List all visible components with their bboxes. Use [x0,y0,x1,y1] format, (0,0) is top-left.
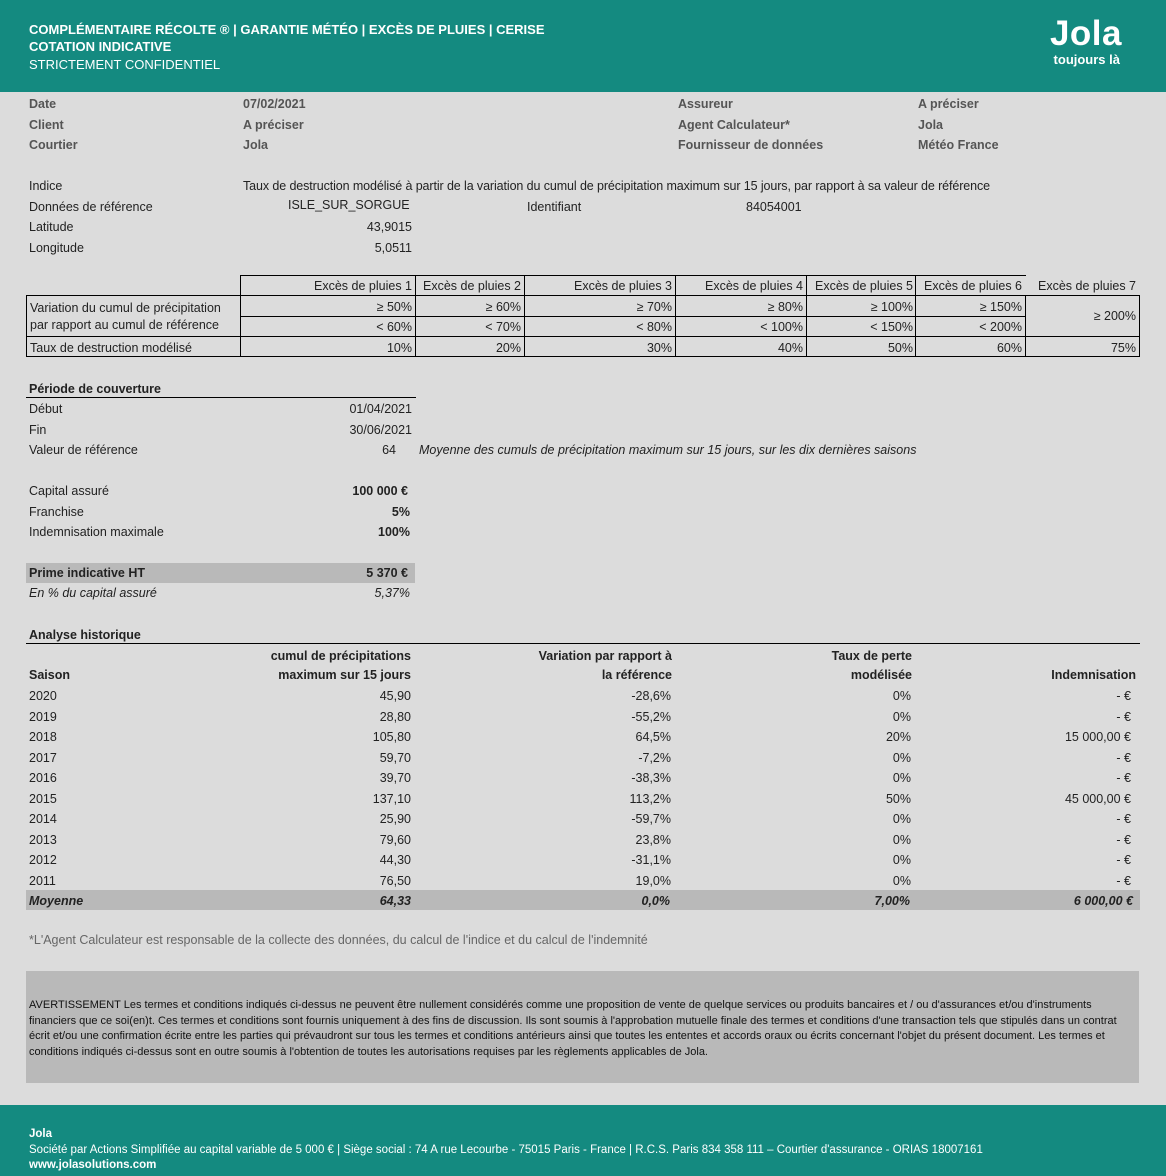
reference-note: Moyenne des cumuls de précipitation maximum sur 15 jours, sur les dix dernières saisons [419,443,917,457]
upper-bound-5: < 150% [870,320,913,334]
history-cell-cumul: 44,30 [379,853,411,867]
history-cell-variation: 19,0% [635,873,671,888]
lower-bound-4: ≥ 80% [767,300,803,314]
history-cell-saison: 2019 [29,709,57,724]
taux-2: 20% [495,341,521,355]
history-cell-variation: -59,7% [631,812,671,826]
history-cell-indemn: 15 000,00 € [1064,730,1131,744]
history-cell-cumul: 28,80 [379,709,411,724]
excess-header-1: Excès de pluies 1 [314,279,412,293]
mean-variation: 0,0% [641,894,670,908]
footer-website-link[interactable]: www.jolasolutions.com [29,1159,157,1171]
upper-bound-3: < 80% [636,320,672,334]
taux-1: 10% [386,341,412,355]
taux-5: 50% [887,341,913,355]
history-cell-taux: 0% [892,709,911,724]
history-cell-indemn: - € [1116,689,1131,703]
mean-cumul: 64,33 [379,894,411,908]
client-label: Client [29,118,64,132]
history-cell-taux: 0% [892,689,911,703]
col-variation-line1: Variation par rapport à [538,649,672,663]
lower-bound-1: ≥ 50% [376,300,412,314]
excess-header-2: Excès de pluies 2 [423,279,521,293]
upper-bound-4: < 100% [760,320,803,334]
history-cell-saison: 2013 [29,832,57,847]
capital-value: 100 000 € [352,484,408,498]
history-cell-cumul: 105,80 [372,730,411,744]
franchise-value: 5% [391,505,410,519]
taux-label: Taux de destruction modélisé [30,341,192,355]
taux-6: 60% [996,341,1022,355]
col-cumul-line1: cumul de précipitations [270,649,411,663]
donnees-label: Données de référence [29,200,153,214]
mean-label: Moyenne [29,894,84,908]
date-label: Date [29,97,57,111]
agent-label: Agent Calculateur* [678,118,790,132]
history-cell-variation: -38,3% [631,771,671,785]
courtier-value: Jola [243,138,269,152]
indice-label: Indice [29,179,63,193]
history-cell-variation: -55,2% [631,709,671,724]
variation-label-line1: Variation du cumul de précipitation [30,301,221,315]
identifiant-label: Identifiant [527,200,582,214]
footer-details: Société par Actions Simplifiée au capital variable de 5 000 € | Siège social : 74 A rue Lecourbe - 75015 Paris - France | R.C.S. Paris 834 358 111 – Courtier d'assurance - ORIAS 18007161 [29,1144,983,1156]
courtier-label: Courtier [29,138,78,152]
reference-value: 64 [382,443,396,457]
history-cell-indemn: - € [1116,771,1131,785]
history-cell-taux: 0% [892,832,911,847]
mean-taux: 7,00% [874,894,910,908]
excess-header-6: Excès de pluies 6 [924,279,1022,293]
history-cell-variation: 23,8% [635,832,671,847]
lower-bound-3: ≥ 70% [636,300,672,314]
indemnisation-max-value: 100% [378,525,410,539]
lower-bound-5: ≥ 100% [870,300,913,314]
history-cell-indemn: - € [1116,853,1131,867]
history-cell-saison: 2011 [29,873,56,888]
last-range: ≥ 200% [1093,309,1136,323]
history-cell-variation: -31,1% [631,853,671,867]
longitude-label: Longitude [29,241,84,255]
col-variation-line2: la référence [601,668,672,682]
history-cell-saison: 2016 [29,771,57,785]
reference-label: Valeur de référence [29,443,138,457]
excess-header-4: Excès de pluies 4 [705,279,803,293]
upper-bound-1: < 60% [376,320,412,334]
latitude-label: Latitude [29,220,74,234]
history-cell-saison: 2012 [29,853,57,867]
franchise-label: Franchise [29,505,84,519]
lower-bound-2: ≥ 60% [485,300,521,314]
history-cell-variation: -28,6% [631,689,671,703]
taux-3: 30% [646,341,672,355]
col-cumul-line2: maximum sur 15 jours [278,668,411,682]
longitude-value: 5,0511 [374,241,412,255]
history-cell-cumul: 79,60 [379,832,411,847]
history-cell-taux: 0% [892,750,911,765]
history-cell-taux: 0% [892,812,911,826]
debut-value: 01/04/2021 [349,402,412,416]
jola-tagline: toujours là [1053,52,1120,67]
donnees-value: ISLE_SUR_SORGUE [288,198,410,212]
warning-box: AVERTISSEMENT Les termes et conditions indiqués ci-dessus ne peuvent être nullement considérés comme une proposition de vente de quelque services ou produits bancaires et / ou d'assurances et/ou d'instruments financiers que ce soi(en)t. Ces termes et conditions sont fournis uniquement à des fins de discussion. Ils sont soumis à l'approbation mutuelle finale des termes et conditions d'une transaction tels que stipulés dans un contrat écrit et/ou une confirmation écrite entre les parties qui prévaudront sur tous les termes et conditions antérieurs ainsi que toutes les ententes et accords oraux ou écrits concernant l'objet du présent document. Les termes et conditions indiqués ci-dessus sont en outre soumis à l'obtention de toutes les autorisations requises par les règlements applicables de Jola. [26,971,1139,1083]
fin-label: Fin [29,423,47,437]
history-cell-cumul: 76,50 [379,873,411,888]
history-cell-saison: 2015 [29,791,57,806]
prime-label: Prime indicative HT [29,566,146,580]
jola-logo: Jola [1049,14,1122,53]
history-cell-variation: 113,2% [629,791,671,806]
history-cell-indemn: - € [1116,750,1131,765]
confidential-label: STRICTEMENT CONFIDENTIEL [29,57,221,72]
indice-value: Taux de destruction modélisé à partir de la variation du cumul de précipitation maximum sur 15 jours, par rapport à sa valeur de référence [243,179,991,193]
history-cell-cumul: 59,70 [379,750,411,765]
lower-bound-6: ≥ 150% [979,300,1022,314]
history-cell-saison: 2020 [29,689,57,703]
assureur-label: Assureur [678,97,733,111]
coverage-title: Période de couverture [29,382,161,396]
date-value: 07/02/2021 [243,97,306,111]
history-cell-taux: 0% [892,873,911,888]
variation-label-line2: par rapport au cumul de référence [30,318,219,332]
fin-value: 30/06/2021 [349,423,412,437]
excess-header-7: Excès de pluies 7 [1038,279,1136,293]
history-cell-indemn: - € [1116,812,1131,826]
history-cell-saison: 2018 [29,730,57,744]
indemnisation-max-label: Indemnisation maximale [29,525,164,539]
identifiant-value: 84054001 [746,200,802,214]
history-cell-cumul: 25,90 [379,812,411,826]
document-subtitle: COTATION INDICATIVE [29,39,172,54]
history-title: Analyse historique [29,628,141,642]
client-value: A préciser [243,118,304,132]
fournisseur-value: Météo France [918,138,999,152]
fournisseur-label: Fournisseur de données [678,138,824,152]
history-cell-taux: 0% [892,771,911,785]
col-taux-line1: Taux de perte [831,649,912,663]
history-cell-taux: 50% [885,791,911,806]
history-cell-indemn: - € [1116,832,1131,847]
history-cell-indemn: 45 000,00 € [1064,791,1131,806]
history-cell-variation: -7,2% [638,750,671,765]
col-taux-line2: modélisée [850,668,912,682]
percent-label: En % du capital assuré [29,586,157,600]
document-title: COMPLÉMENTAIRE RÉCOLTE ® | GARANTIE MÉTÉO | EXCÈS DE PLUIES | CERISE [29,22,545,37]
latitude-value: 43,9015 [366,220,412,234]
history-cell-saison: 2017 [29,750,57,765]
assureur-value: A préciser [918,97,979,111]
debut-label: Début [29,402,63,416]
col-indemnisation: Indemnisation [1051,668,1136,682]
footer-banner [0,1105,1166,1176]
agent-value: Jola [918,118,944,132]
col-saison: Saison [29,668,70,682]
upper-bound-6: < 200% [979,320,1022,334]
excess-header-5: Excès de pluies 5 [815,279,913,293]
history-cell-indemn: - € [1116,709,1131,724]
history-cell-saison: 2014 [29,812,57,826]
history-cell-cumul: 39,70 [379,771,411,785]
upper-bound-2: < 70% [485,320,521,334]
prime-value: 5 370 € [366,566,408,580]
percent-value: 5,37% [374,586,410,600]
history-cell-indemn: - € [1116,873,1131,888]
history-cell-taux: 20% [885,730,911,744]
header-banner [0,0,1166,92]
history-cell-taux: 0% [892,853,911,867]
history-cell-variation: 64,5% [635,730,671,744]
history-cell-cumul: 45,90 [379,689,411,703]
mean-indemnisation: 6 000,00 € [1073,894,1133,908]
footer-company: Jola [29,1128,53,1140]
history-cell-cumul: 137,10 [372,791,411,806]
taux-7: 75% [1110,341,1136,355]
taux-4: 40% [777,341,803,355]
capital-label: Capital assuré [29,484,109,498]
footnote: *L'Agent Calculateur est responsable de la collecte des données, du calcul de l'indice et du calcul de l'indemnité [29,933,648,947]
excess-header-3: Excès de pluies 3 [574,279,672,293]
